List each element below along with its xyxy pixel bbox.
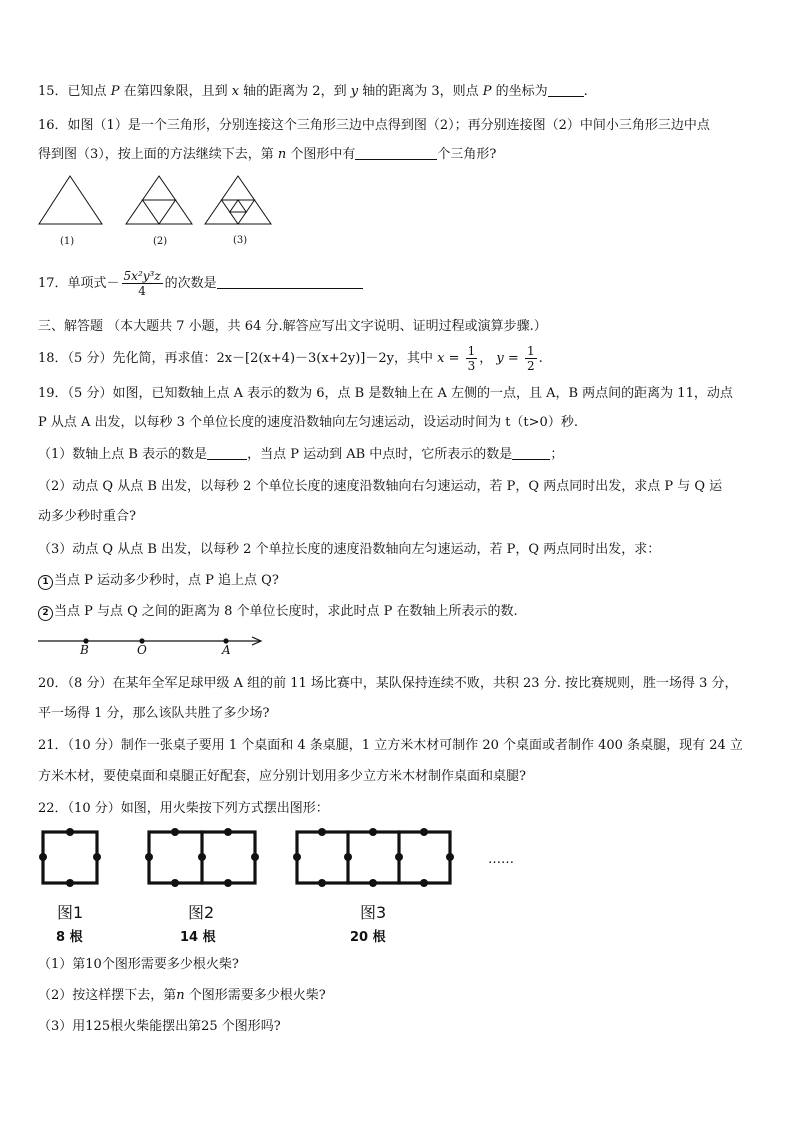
question-19-line1: 19．（5 分）如图，已知数轴上点 A 表示的数为 6，点 B 是数轴上在 A 左侧的一点，且 A，B 两点间的距离为 11，动点 — [38, 386, 733, 401]
fig-1-label: 图1 — [57, 903, 84, 922]
fig-2-count: 14 根 — [180, 930, 216, 945]
question-20-line1: 20．（8 分）在某年全军足球甲级 A 组的前 11 场比赛中，某队保持连续不败，共积 23 分. 按比赛规则，胜一场得 3 分， — [38, 676, 738, 691]
question-22-line1: 22．（10 分）如图，用火柴按下列方式摆出图形： — [38, 801, 329, 816]
axis-label-o: O — [137, 643, 147, 657]
question-19-part3: （3）动点 Q 从点 B 出发，以每秒 2 个单拉长度的速度沿数轴向左匀速运动，若 P，Q 两点同时出发，求： — [38, 542, 661, 557]
question-16-line2: 得到图（3），按上面的方法继续下去，第 n 个图形中有 个三角形? — [38, 147, 497, 162]
answer-blank[interactable] — [355, 146, 437, 160]
question-19-sub2: 2 当点 P 与点 Q 之间的距离为 8 个单位长度时，求此时点 P 在数轴上所表示的数. — [38, 603, 518, 621]
y-value-fraction: $\frac{1}{2}$ — [526, 344, 535, 373]
circled-number-2: 2 — [38, 606, 53, 621]
axis-label-a: A — [222, 643, 231, 657]
section-3-heading: 三、解答题 （本大题共 7 小题，共 64 分.解答应写出文字说明、证明过程或演算步骤.） — [38, 319, 547, 334]
question-19-sub1: 1 当点 P 运动多少秒时，点 P 追上点 Q? — [38, 572, 279, 590]
triangle-fig-1 — [39, 176, 102, 224]
matchstick-fig-1 — [43, 832, 97, 883]
triangle-fig-2 — [126, 176, 192, 224]
matchstick-figures — [36, 824, 466, 894]
question-20-line2: 平一场得 1 分，那么该队共胜了多少场? — [38, 706, 270, 721]
question-21-line1: 21．（10 分）制作一张桌子要用 1 个桌面和 4 条桌腿，1 立方米木材可制作 20 个桌面或者制作 400 条桌腿，现有 24 立 — [38, 738, 743, 753]
fig-label-2: (2) — [153, 236, 168, 247]
x-value-fraction: $\frac{1}{3}$ — [467, 344, 476, 373]
ellipsis: …… — [488, 852, 514, 867]
fig-label-3: (3) — [233, 235, 248, 246]
triangle-fig-3 — [205, 176, 271, 224]
fig-label-1: (1) — [60, 236, 75, 247]
question-17: 17．单项式－ $\frac{\text{5x²y³z}}{4}$ 的次数是 — [38, 266, 363, 302]
question-19-part2-line1: （2）动点 Q 从点 B 出发，以每秒 2 个单位长度的速度沿数轴向右匀速运动，若 P，Q 两点同时出发，求点 P 与 Q 运 — [38, 479, 723, 494]
answer-blank[interactable] — [548, 83, 584, 97]
question-19-part1: （1）数轴上点 B 表示的数是 ，当点 P 运动到 AB 中点时，它所表示的数是 ； — [38, 447, 564, 462]
question-22-part3: （3）用125根火柴能摆出第25 个图形吗? — [38, 1019, 281, 1034]
answer-blank[interactable] — [217, 275, 363, 289]
question-22-part1: （1）第10个图形需要多少根火柴? — [38, 957, 239, 972]
question-19-line2: P 从点 A 出发，以每秒 3 个单位长度的速度沿数轴向左匀速运动，设运动时间为 t（t>0）秒. — [38, 415, 578, 430]
triangle-figures — [36, 172, 286, 232]
monomial-fraction: $\frac{\text{5x²y³z}}{4}$ — [123, 269, 161, 298]
question-15: 15．已知点 P 在第四象限，且到 x 轴的距离为 2，到 y 轴的距离为 3，则点 P 的坐标为 . — [38, 84, 588, 99]
circled-number-1: 1 — [38, 575, 53, 590]
question-18: 18．（5 分）先化简，再求值：2x－[2(x+4)－3(x+2y)]－2y，其中 x = $\frac{1}{3}$ ， y = $\frac{1}{2}$ . — [38, 344, 543, 373]
number-line — [36, 632, 268, 658]
answer-blank[interactable] — [207, 446, 247, 460]
question-16-line1: 16．如图（1）是一个三角形，分别连接这个三角形三边中点得到图（2）；再分别连接图（2）中间小三角形三边中点 — [38, 118, 710, 133]
fig-1-count: 8 根 — [56, 930, 83, 945]
fig-3-label: 图3 — [360, 903, 387, 922]
fig-3-count: 20 根 — [350, 930, 386, 945]
axis-label-b: B — [80, 643, 89, 657]
answer-blank[interactable] — [512, 446, 550, 460]
question-22-part2: （2）按这样摆下去，第n 个图形需要多少根火柴? — [38, 988, 326, 1003]
question-21-line2: 方米木材，要使桌面和桌腿正好配套，应分别计划用多少立方米木材制作桌面和桌腿? — [38, 769, 526, 784]
question-19-part2-line2: 动多少秒时重合? — [38, 509, 136, 524]
fig-2-label: 图2 — [188, 903, 215, 922]
matchstick-fig-3 — [297, 832, 450, 883]
